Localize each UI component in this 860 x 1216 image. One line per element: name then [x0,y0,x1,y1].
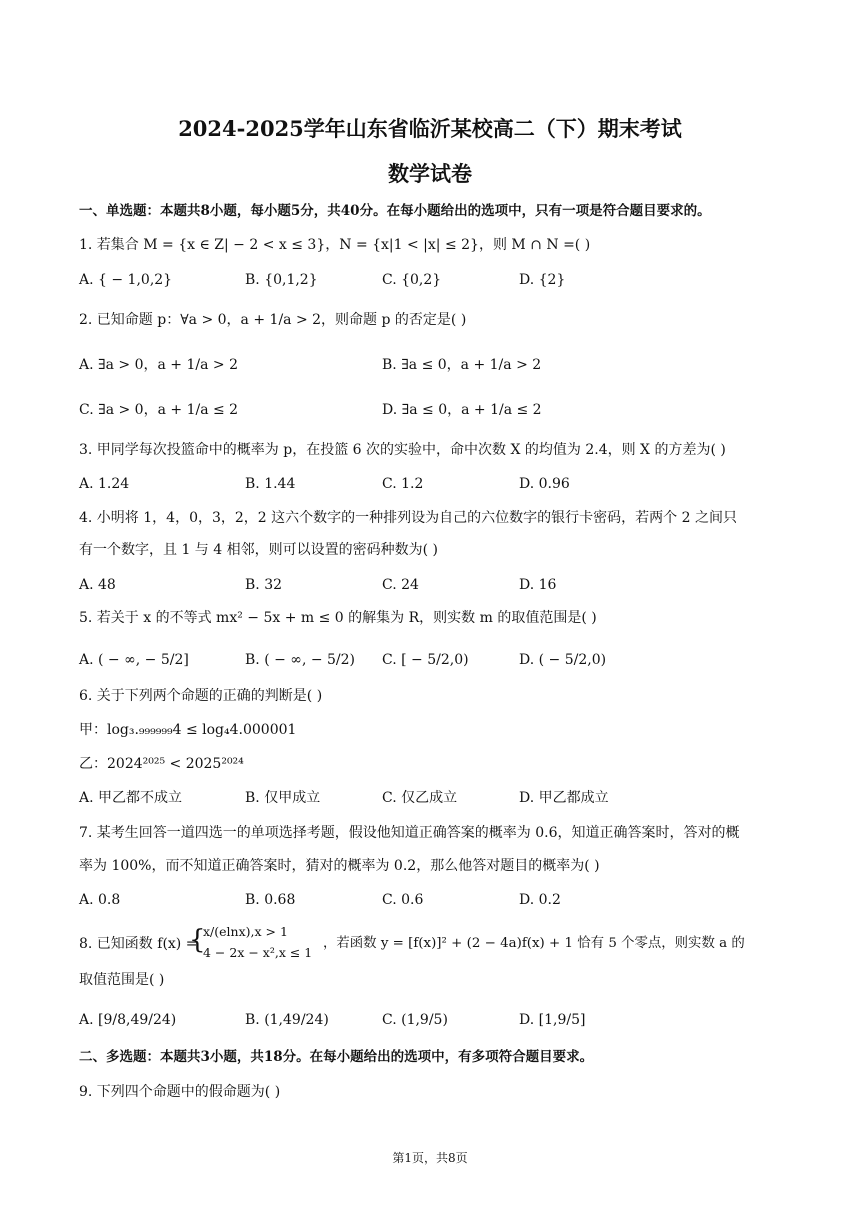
option-d: D. 甲乙都成立 [519,790,609,806]
option-d: D. 0.2 [519,892,561,908]
section-heading-multiple-choice: 二、多选题：本题共3小题，共18分。在每小题给出的选项中，有多项符合题目要求。 [79,1049,594,1065]
exam-title: 2024-2025学年山东省临沂某校高二（下）期末考试 [178,116,682,141]
statement-jia: 甲：log₃.₉₉₉₉₉₉4 ≤ log₄4.000001 [79,722,297,738]
option-c: C. {0,2} [382,272,442,288]
option-a: A. 甲乙都不成立 [79,790,183,806]
question-2-stem: 2. 已知命题 p：∀a > 0，a + 1/a > 2，则命题 p 的否定是( ) [79,312,467,328]
option-d: D. [1,9/5] [519,1012,586,1028]
option-c: C. ∃a > 0，a + 1/a ≤ 2 [79,402,239,418]
statement-yi: 乙：2024²⁰²⁵ < 2025²⁰²⁴ [79,756,244,772]
question-2-options-row1 [79,355,799,377]
option-c: C. 仅乙成立 [382,790,458,806]
question-6-stem: 6. 关于下列两个命题的正确的判断是( ) [79,688,323,704]
option-b: B. ( − ∞, − 5/2) [245,652,356,668]
piecewise-case-1: x/(elnx),x > 1 [203,924,288,939]
piecewise-case-2: 4 − 2x − x²,x ≤ 1 [203,945,313,960]
option-a: A. [9/8,49/24) [79,1012,177,1028]
section-heading-single-choice: 一、单选题：本题共8小题，每小题5分，共40分。在每小题给出的选项中，只有一项是符合题目要求的。 [79,203,711,219]
option-c: C. 24 [382,577,419,593]
option-a: A. ( − ∞, − 5/2] [79,652,189,668]
question-2-options-row2 [79,400,799,422]
exam-subtitle: 数学试卷 [388,161,472,186]
option-a: A. ∃a > 0，a + 1/a > 2 [79,357,238,373]
question-1-options [79,270,799,292]
function-suffix: ，若函数 y = [f(x)]² + (2 − 4a)f(x) + 1 恰有 5 个零点，则实数 a 的 [323,936,745,951]
option-c: C. [ − 5/2,0) [382,652,469,668]
option-c: C. 1.2 [382,476,424,492]
question-4-stem-line1: 4. 小明将 1，4，0，3，2，2 这六个数字的一种排列设为自己的六位数字的银行卡密码，若两个 2 之间只 [79,510,737,526]
function-prefix: 8. 已知函数 f(x) = [79,936,198,952]
option-b: B. 仅甲成立 [245,790,321,806]
option-d: D. 16 [519,577,557,593]
option-b: B. 1.44 [245,476,296,492]
question-6-options [79,788,799,810]
option-c: C. (1,9/5) [382,1012,448,1028]
option-b: B. 0.68 [245,892,296,908]
question-8-stem-line2: 取值范围是( ) [79,972,165,988]
option-d: D. {2} [519,272,566,288]
question-8-options [79,1010,799,1032]
option-b: B. ∃a ≤ 0，a + 1/a > 2 [382,357,542,373]
question-9-stem: 9. 下列四个命题中的假命题为( ) [79,1084,281,1100]
question-7-stem-line1: 7. 某考生回答一道四选一的单项选择考题，假设他知道正确答案的概率为 0.6，知道正确答案时，答对的概 [79,825,740,841]
option-a: A. 48 [79,577,116,593]
question-7-options [79,890,799,912]
question-4-stem-line2: 有一个数字，且 1 与 4 相邻，则可以设置的密码种数为( ) [79,542,438,558]
option-c: C. 0.6 [382,892,424,908]
page-footer: 第1页，共8页 [392,1151,468,1165]
question-1-stem: 1. 若集合 M = {x ∈ Z| − 2 < x ≤ 3}，N = {x|1 < |x| ≤ 2}，则 M ∩ N =( ) [79,237,591,253]
option-b: B. 32 [245,577,283,593]
question-5-options [79,650,799,672]
option-d: D. ( − 5/2,0) [519,652,607,668]
question-8-stem-line1 [79,922,800,966]
option-a: A. { − 1,0,2} [79,272,173,288]
question-5-stem: 5. 若关于 x 的不等式 mx² − 5x + m ≤ 0 的解集为 R，则实数 m 的取值范围是( ) [79,610,597,626]
question-4-options [79,575,799,597]
question-3-stem: 3. 甲同学每次投篮命中的概率为 p，在投篮 6 次的实验中，命中次数 X 的均值为 2.4，则 X 的方差为( ) [79,442,726,458]
question-7-stem-line2: 率为 100%，而不知道正确答案时，猜对的概率为 0.2，那么他答对题目的概率为( ) [79,858,600,874]
option-a: A. 0.8 [79,892,121,908]
option-a: A. 1.24 [79,476,130,492]
question-3-options [79,474,799,496]
option-b: B. (1,49/24) [245,1012,329,1028]
brace-symbol: { [189,925,206,955]
option-d: D. 0.96 [519,476,570,492]
option-d: D. ∃a ≤ 0，a + 1/a ≤ 2 [382,402,542,418]
option-b: B. {0,1,2} [245,272,318,288]
